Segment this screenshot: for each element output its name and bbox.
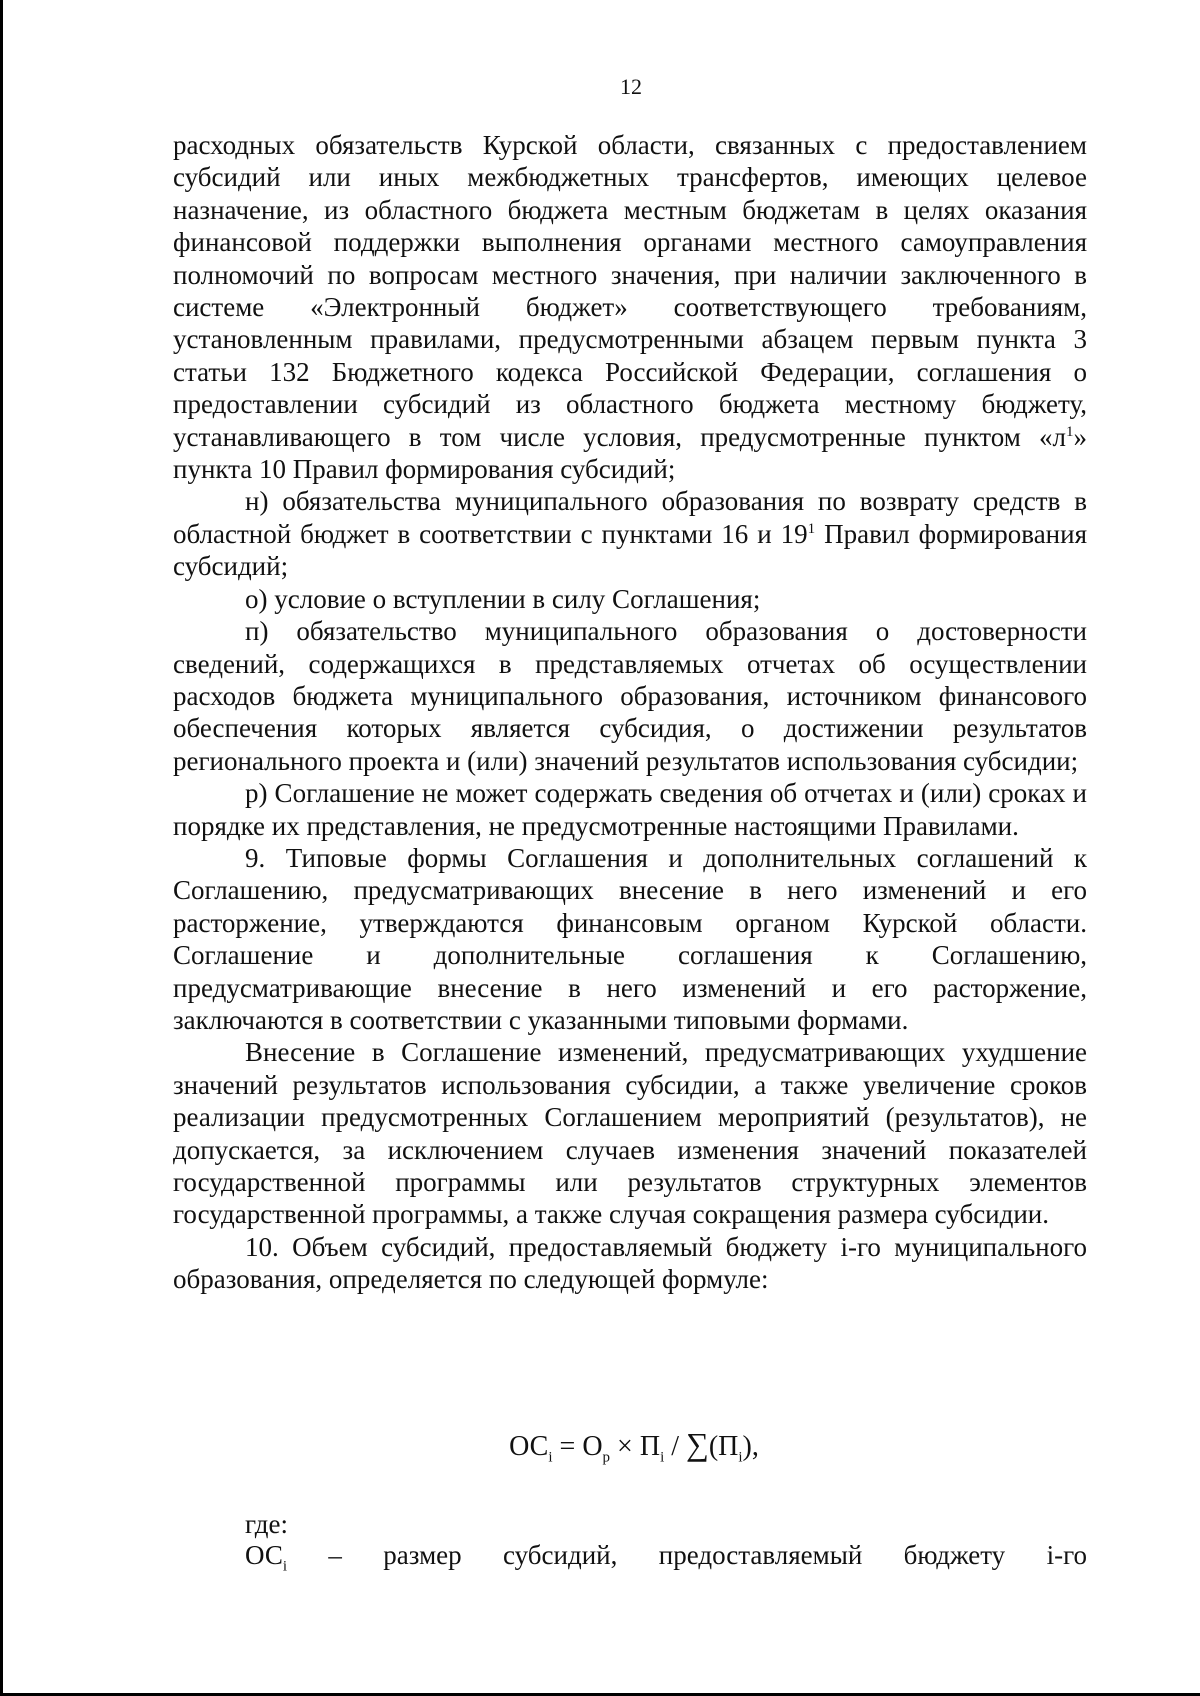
formula-symbol: = О	[552, 1431, 603, 1462]
formula-subscript: р	[602, 1449, 611, 1466]
paragraph-section-10: 10. Объем субсидий, предоставляемый бюджету i-го муниципального образования, определяется по следующей формуле:	[173, 1231, 1087, 1295]
page-number: 12	[620, 74, 642, 99]
paragraph-text: Правил формирования субсидий;	[173, 518, 1087, 582]
formula-symbol: /	[664, 1431, 687, 1462]
paragraph-item-r: р) Соглашение не может содержать сведения об отчетах и (или) сроках и порядке их представления, не предусмотренные настоящими Правилами.	[173, 778, 1087, 841]
definition-symbol-subscript: i	[282, 1558, 288, 1575]
formula-symbol: ),	[742, 1431, 759, 1462]
paragraph-item-n	[173, 485, 1087, 582]
definition-word: субсидий,	[503, 1540, 618, 1570]
superscript: 1	[807, 520, 816, 537]
paragraph-section-9: 9. Типовые формы Соглашения и дополнительных соглашений к Соглашению, предусматривающих внесение в него изменений и его расторжение, утверждаются финансовым органом Курской области. Соглашение и дополнительные соглашения к Соглашению, предусматривающие внесение в него изменений и его расторжение, заключаются в соответствии с указанными типовыми формами.	[173, 842, 1087, 1035]
formula-subscript: i	[660, 1449, 665, 1466]
document-body	[173, 129, 1087, 1296]
paragraph-amendments: Внесение в Соглашение изменений, предусматривающих ухудшение значений результатов использования субсидии, а также увеличение сроков реализации предусмотренных Соглашением мероприятий (результатов), не допускается, за исключением случаев изменения значений показателей государственной программы или результатов структурных элементов государственной программы, а также случая сокращения размера субсидии.	[173, 1037, 1087, 1230]
paragraph-text: » пункта 10 Правил формирования субсидий;	[173, 421, 1087, 485]
summation-icon: ∑	[686, 1426, 709, 1462]
formula-symbol: (П	[708, 1431, 739, 1462]
definition-symbol	[245, 1540, 288, 1575]
definition-word: –	[328, 1540, 342, 1570]
definition-symbol-text: ОС	[245, 1540, 283, 1570]
paragraph-item-p: п) обязательство муниципального образования о достоверности сведений, содержащихся в представляемых отчетах об осуществлении расходов бюджета муниципального образования, источником финансового обеспечения которых является субсидия, о достижении результатов регионального проекта и (или) значений результатов использования субсидии;	[173, 616, 1087, 776]
definition-word: предоставляемый	[658, 1540, 863, 1570]
formula-symbol: ОС	[509, 1431, 549, 1462]
superscript: 1	[1066, 423, 1074, 440]
formula-subscript: i	[548, 1449, 553, 1466]
formula-subscript: i	[738, 1449, 743, 1466]
definition-word: бюджету	[903, 1540, 1006, 1570]
definition-word: i-го	[1046, 1540, 1087, 1570]
paragraph-text: н) обязательства муниципального образования по возврату средств в областной бюджет в соответствии с пунктами 16 и 19	[173, 486, 1087, 549]
formula-symbol: × П	[610, 1431, 661, 1462]
paragraph-text: расходных обязательств Курской области, связанных с предоставлением субсидий или иных межбюджетных трансфертов, имеющих целевое назначение, из областного бюджета местным бюджетам в целях оказания финансовой поддержки выполнения органами местного самоуправления полномочий по вопросам местного значения, при наличии заключенного в системе «Электронный бюджет» соответствующего требованиям, установленным правилами, предусмотренными абзацем первым пункта 3 статьи 132 Бюджетного кодекса Российской Федерации, соглашения о предоставлении субсидий из областного бюджета местному бюджету, устанавливающего в том числе условия, предусмотренные пунктом «л	[173, 130, 1087, 452]
paragraph-item-o: о) условие о вступлении в силу Соглашения;	[245, 583, 761, 614]
where-label: где:	[245, 1509, 288, 1539]
definition-line	[245, 1540, 1087, 1575]
definition-word: размер	[383, 1540, 462, 1570]
paragraph-continuation	[173, 129, 1087, 485]
subsidy-formula	[0, 1426, 1200, 1466]
